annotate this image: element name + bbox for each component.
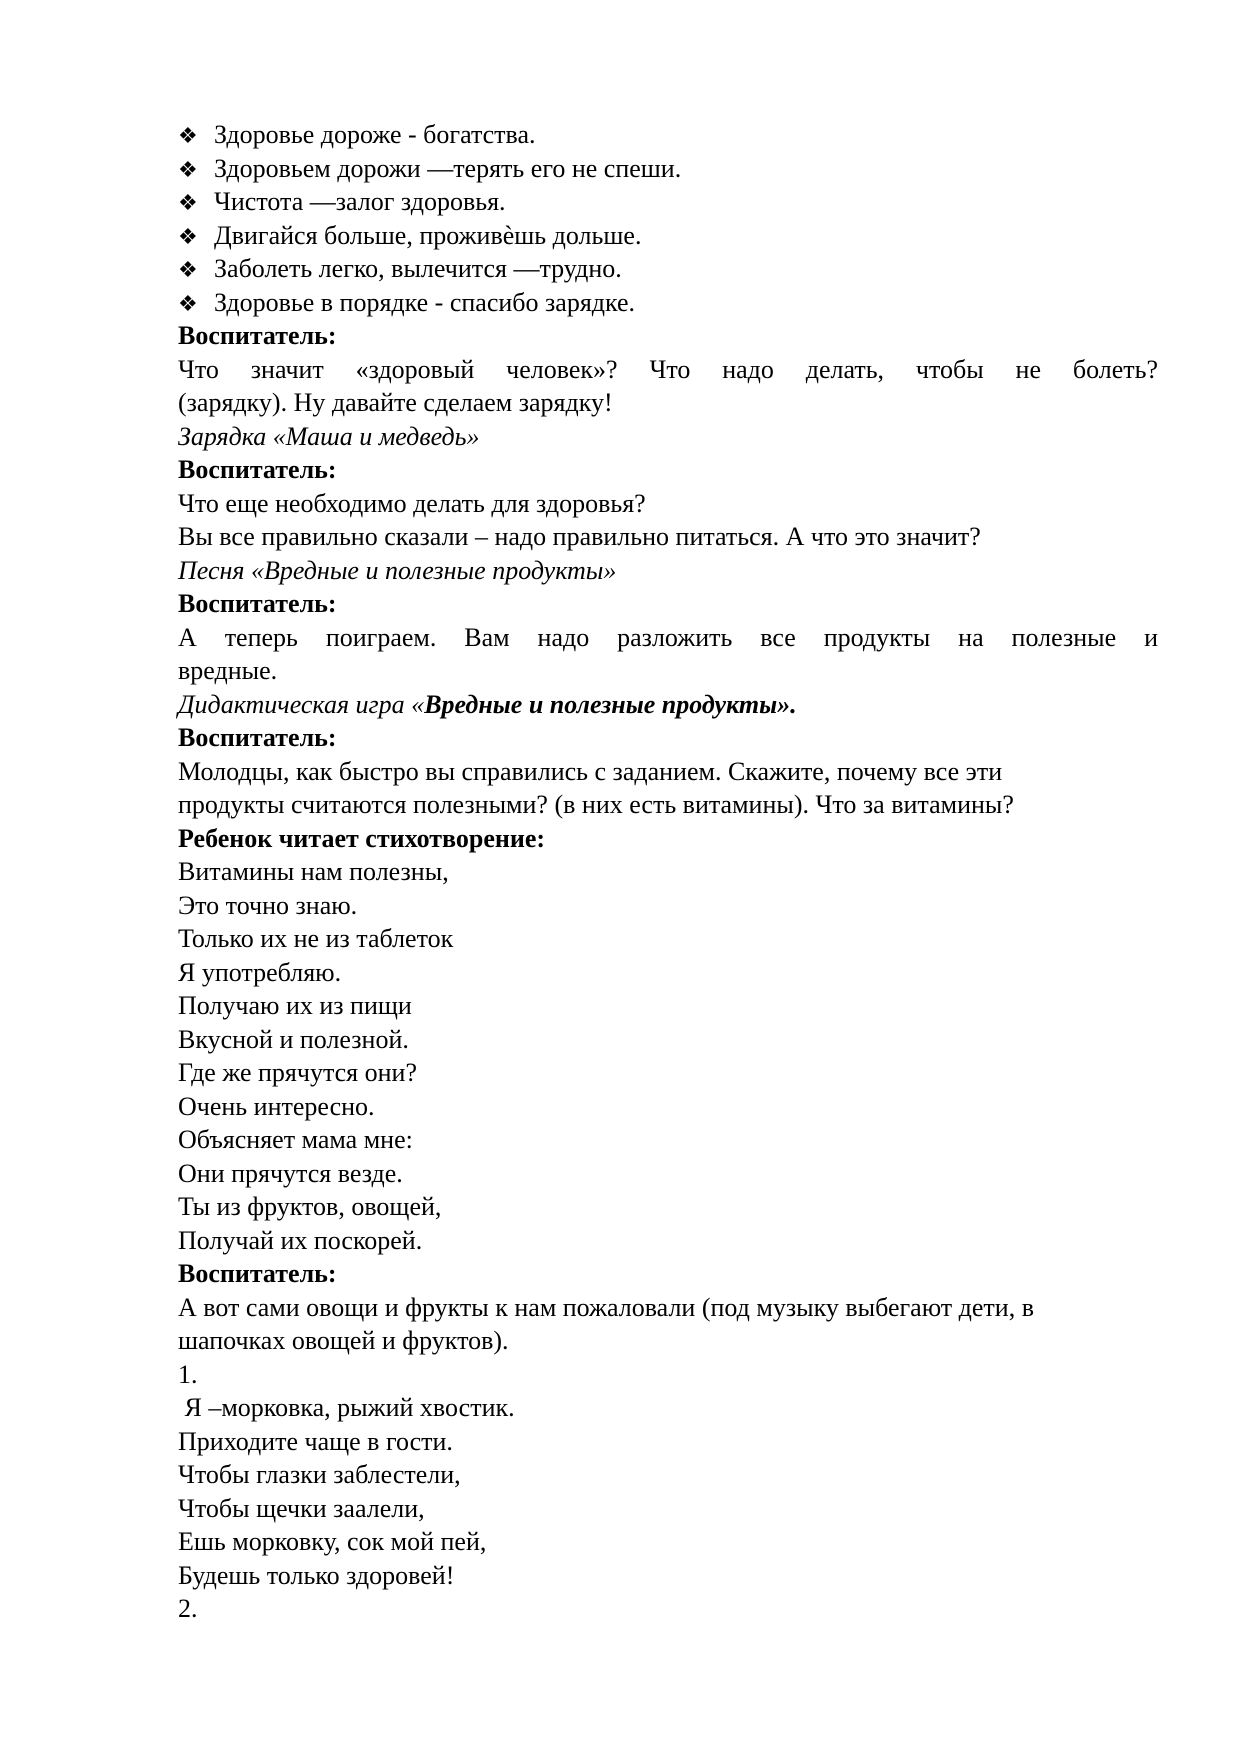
speaker-label: Воспитатель: <box>178 1259 337 1288</box>
poem-line: Витамины нам полезны, <box>178 857 449 886</box>
carrot-poem-line: Ешь морковку, сок мой пей, <box>178 1527 487 1556</box>
section-number: 2. <box>178 1594 198 1623</box>
poem-line: Я употребляю. <box>178 957 342 987</box>
carrot-poem-line: Чтобы щечки заалели, <box>178 1493 425 1523</box>
paragraph-line: шапочках овощей и фруктов). <box>178 1326 509 1355</box>
game-suffix: ». <box>777 689 797 719</box>
diamond-bullet-icon: ❖ <box>178 224 198 250</box>
proverb-item <box>178 118 1158 152</box>
speaker-label: Воспитатель: <box>178 455 337 484</box>
proverb-item <box>178 185 1158 219</box>
game-title: Вредные и полезные продукты <box>424 689 778 719</box>
paragraph-line: Что значит «здоровый человек»? Что надо делать, чтобы не болеть? <box>178 354 1158 384</box>
document-page <box>178 118 1158 1626</box>
section-number: 1. <box>178 1359 198 1389</box>
proverb-item <box>178 286 1158 320</box>
diamond-bullet-icon: ❖ <box>178 124 198 149</box>
exercise-title: Зарядка «Маша и медведь» <box>178 421 480 451</box>
proverb-text: Здоровьем дорожи —терять его не спеши. <box>214 153 682 183</box>
poem-line: Только их не из таблеток <box>178 924 454 953</box>
poem-line: Получаю их из пищи <box>178 991 412 1020</box>
diamond-bullet-icon: ❖ <box>178 157 198 183</box>
carrot-poem-line: Чтобы глазки заблестели, <box>178 1460 461 1489</box>
proverb-item <box>178 252 1158 286</box>
carrot-poem-line: Будешь только здоровей! <box>178 1560 455 1590</box>
child-reads-label: Ребенок читает стихотворение: <box>178 823 546 853</box>
proverb-text: Заболеть легко, вылечится —трудно. <box>214 254 622 283</box>
paragraph-line: Молодцы, как быстро вы справились с заданием. Скажите, почему все эти <box>178 756 1003 786</box>
paragraph-line: А вот сами овощи и фрукты к нам пожаловали (под музыку выбегают дети, в <box>178 1292 1034 1322</box>
paragraph-line: (зарядку). Ну давайте сделаем зарядку! <box>178 388 613 417</box>
proverb-text: Здоровье в порядке - спасибо зарядке. <box>214 287 636 317</box>
proverb-item <box>178 152 1158 186</box>
poem-line: Они прячутся везде. <box>178 1158 403 1188</box>
paragraph-line: Вы все правильно сказали – надо правильно питаться. А что это значит? <box>178 522 981 551</box>
poem-line: Получай их поскорей. <box>178 1225 423 1255</box>
song-title: Песня «Вредные и полезные продукты» <box>178 555 617 585</box>
poem-line: Ты из фруктов, овощей, <box>178 1192 442 1221</box>
carrot-poem-line: Я –морковка, рыжий хвостик. <box>178 1393 515 1422</box>
paragraph-line: вредные. <box>178 656 278 685</box>
paragraph-line: А теперь поиграем. Вам надо разложить все продукты на полезные и <box>178 622 1158 652</box>
proverb-text: Чистота —залог здоровья. <box>214 187 506 216</box>
proverb-text: Двигайся больше, проживѐшь дольше. <box>214 220 642 250</box>
poem-line: Объясняет мама мне: <box>178 1125 413 1154</box>
diamond-bullet-icon: ❖ <box>178 291 198 317</box>
diamond-bullet-icon: ❖ <box>178 258 198 283</box>
game-prefix: Дидактическая игра « <box>178 689 425 719</box>
paragraph-line: продукты считаются полезными? (в них есть витамины). Что за витамины? <box>178 790 1014 819</box>
speaker-label: Воспитатель: <box>178 723 337 752</box>
speaker-label: Воспитатель: <box>178 321 337 350</box>
proverb-text: Здоровье дороже - богатства. <box>214 120 536 149</box>
game-title-line <box>178 688 1158 722</box>
speaker-label: Воспитатель: <box>178 589 337 618</box>
poem-line: Это точно знаю. <box>178 890 358 920</box>
proverb-item <box>178 219 1158 253</box>
poem-line: Где же прячутся они? <box>178 1058 418 1087</box>
carrot-poem-line: Приходите чаще в гости. <box>178 1426 453 1456</box>
paragraph-line: Что еще необходимо делать для здоровья? <box>178 488 646 518</box>
poem-line: Очень интересно. <box>178 1091 375 1121</box>
poem-line: Вкусной и полезной. <box>178 1024 409 1054</box>
diamond-bullet-icon: ❖ <box>178 191 198 216</box>
